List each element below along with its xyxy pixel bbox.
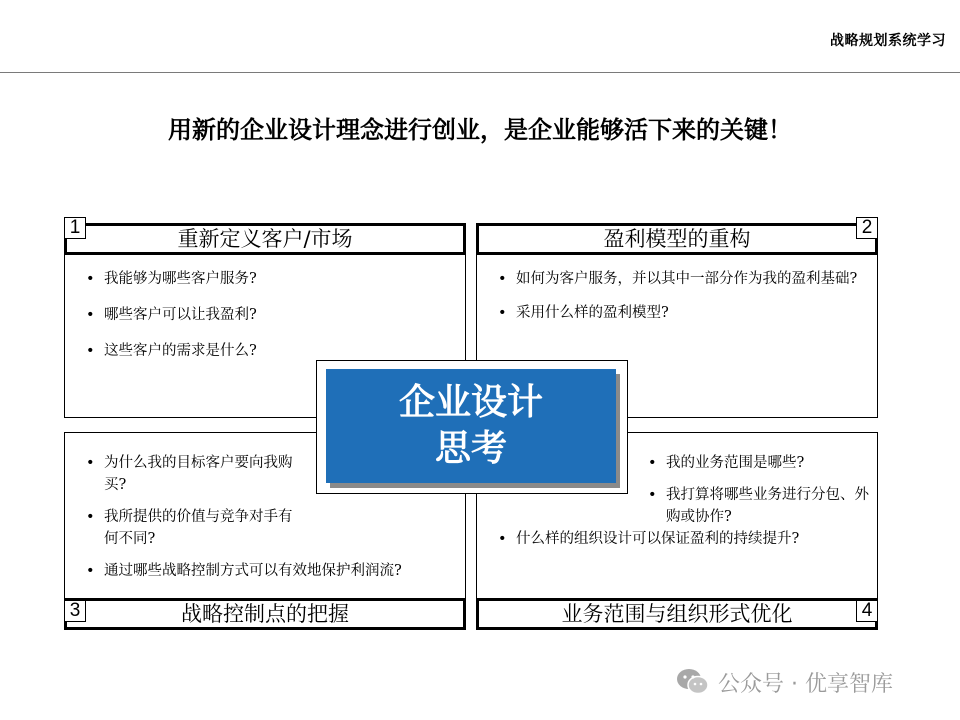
quadrant-3-title: 战略控制点的把握 [64,598,466,630]
bullet-item: • 我所提供的价值与竞争对手有何不同? [82,506,304,550]
bullet-item: • 通过哪些战略控制方式可以有效地保护利润流? [82,560,452,582]
watermark-text: 公众号 · 优享智库 [718,671,893,697]
center-label-line-1: 企业设计 [398,382,543,423]
center-label-line-2: 思考 [434,428,507,469]
bullet-item: • 我能够为哪些客户服务? [82,268,452,290]
quadrant-3-number: 3 [64,600,86,622]
quadrant-1-title: 重新定义客户/市场 [64,223,466,255]
wechat-icon [676,667,710,697]
quadrant-2-bullets [494,268,874,336]
quadrant-4-title: 业务范围与组织形式优化 [476,598,878,630]
quadrant-4-bullets [644,452,869,538]
header-divider [0,72,960,73]
bullet-item: • 如何为客户服务，并以其中一部分作为我的盈利基础? [494,268,874,290]
bullet-item: • 为什么我的目标客户要向我购买? [82,452,304,496]
quadrant-4-number: 4 [856,600,878,622]
quadrant-2-number: 2 [856,217,878,239]
quadrant-2-title: 盈利模型的重构 [476,223,878,255]
bullet-item: • 采用什么样的盈利模型? [494,302,874,324]
bullet-item: • 我的业务范围是哪些? [644,452,869,474]
bullet-item: • 什么样的组织设计可以保证盈利的持续提升? [494,528,874,550]
bullet-item: • 哪些客户可以让我盈利? [82,304,452,326]
header-title: 战略规划系统学习 [830,33,946,49]
watermark [676,665,893,699]
quadrant-4-bullets-extra [494,528,874,550]
bullet-item: • 这些客户的需求是什么? [82,340,452,362]
quadrant-1-number: 1 [64,217,86,239]
bullet-item: • 我打算将哪些业务进行分包、外购或协作? [644,484,869,528]
center-label [326,369,616,483]
headline: 用新的企业设计理念进行创业，是企业能够活下来的关键！ [168,116,792,144]
